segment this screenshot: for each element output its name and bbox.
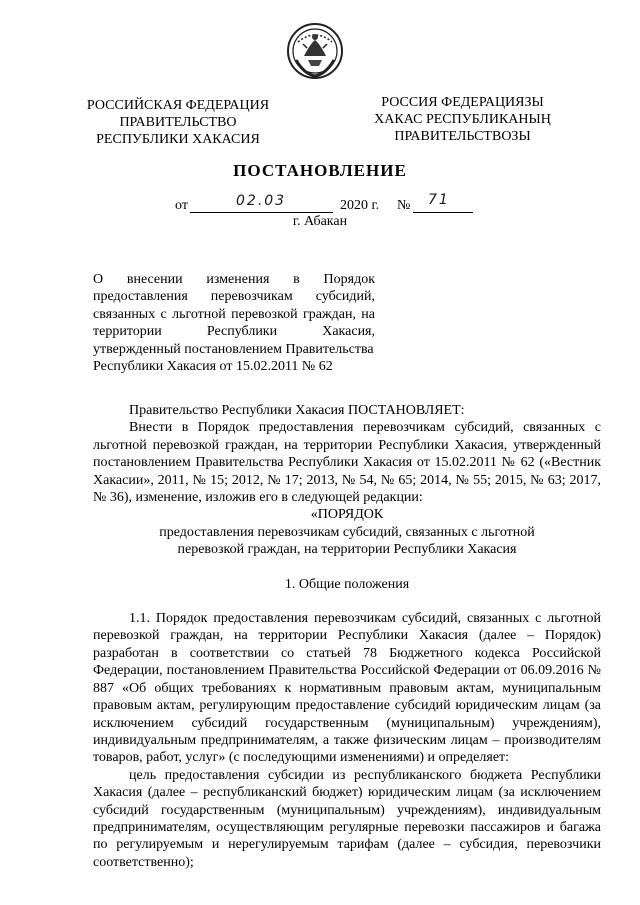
header-right — [360, 94, 565, 145]
subject-line: территории Республики Хакасия, — [93, 324, 375, 340]
header-right-line: ХАКАС РЕСПУБЛИКАНЫҢ — [374, 112, 551, 127]
handwritten-number: 71 — [428, 192, 450, 208]
subject-line: предоставления перевозчикам субсидий, — [93, 289, 375, 305]
header-left-line: ПРАВИТЕЛЬСТВО — [119, 115, 237, 130]
header-right-line: ПРАВИТЕЛЬСТВОЗЫ — [394, 129, 531, 144]
paragraph: Внести в Порядок предоставления перевозчикам субсидий, связанных с льготной перевозкой граждан, на территории Республики Хакасия, утвержденный постановлением Правительства Республики Хакасия от 15.02.2011 № 62 («Вестник Хакасии», 2011, № 15; 2012, № 17; 2013, № 54, № 65; 2014, № 55; 2015, № 63; 2017, № 36), изменение, изложив его в следующей редакции: — [93, 420, 601, 506]
date-year: 2020 г. — [340, 198, 380, 213]
document-body — [93, 402, 601, 871]
subject-line: Республики Хакасия от 15.02.2011 № 62 — [93, 359, 333, 375]
order-subtitle: предоставления перевозчикам субсидий, связанных с льготной — [159, 524, 535, 540]
paragraph: цель предоставления субсидии из республиканского бюджета Республики Хакасия (далее – республиканский бюджет) юридическим лицам (за исключением субсидий государственным (муниципальным) учреждениям), индивидуальным предпринимателям, осуществляющим регулярные перевозки пассажиров и багажа по регулируемым и нерегулируемым тарифам (далее – субсидия, перевозчики соответственно); — [93, 767, 601, 870]
header-left — [78, 97, 278, 148]
date-prefix: от — [175, 198, 188, 213]
header-left-line: РЕСПУБЛИКИ ХАКАСИЯ — [96, 132, 260, 147]
header-right-line: РОССИЯ ФЕДЕРАЦИЯЗЫ — [381, 95, 544, 110]
preamble: Правительство Республики Хакасия ПОСТАНОВЛЯЕТ: — [129, 403, 465, 418]
coat-of-arms-icon — [286, 22, 344, 80]
document-subject — [93, 271, 375, 375]
section-heading: 1. Общие положения — [284, 576, 410, 592]
subject-line: утвержденный постановлением Правительства — [93, 341, 374, 357]
handwritten-date: 02.03 — [236, 193, 287, 209]
order-title: «ПОРЯДОК — [310, 507, 384, 523]
number-sign: № — [397, 198, 411, 213]
paragraph: 1.1. Порядок предоставления перевозчикам субсидий, связанных с льготной перевозкой граждан, на территории Республики Хакасия (далее – Порядок) разработан в соответствии со статьей 78 Бюджетного кодекса Российской Федерации, постановлением Правительства Российской Федерации от 06.09.2016 № 887 «Об общих требованиях к нормативным правовым актам, муниципальным правовым актам, регулирующим предоставление субсидий юридическим лицам (за исключением субсидий государственным (муниципальным) учреждениям), индивидуальным предпринимателям, а также физическим лицам – производителям товаров, работ, услуг» (с последующими изменениями) и определяет: — [93, 611, 601, 766]
subject-line: связанных с льготной перевозкой граждан, на — [93, 306, 375, 322]
city: г. Абакан — [292, 214, 348, 229]
subject-line: О внесении изменения в Порядок — [93, 272, 375, 287]
document-title: ПОСТАНОВЛЕНИЕ — [233, 161, 407, 180]
order-subtitle: перевозкой граждан, на территории Республики Хакасия — [177, 542, 517, 558]
header-left-line: РОССИЙСКАЯ ФЕДЕРАЦИЯ — [86, 98, 270, 113]
